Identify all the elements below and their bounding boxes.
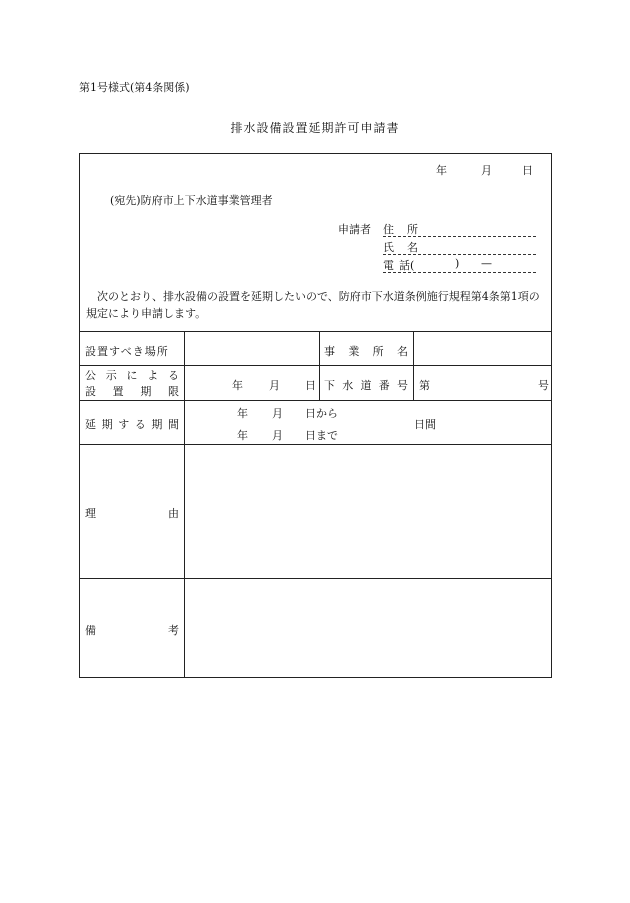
name-label-1: 氏 [383,241,394,254]
date-day-label: 日 [522,164,533,177]
form-number: 第1号様式(第4条関係) [79,81,190,94]
period-label-char: 間 [167,418,179,431]
office-label-char: 名 [396,345,408,358]
sewer-no-label-char: 水 [342,379,354,392]
reason-label-char: 理 [85,507,96,520]
sewer-no-label-char: 番 [378,379,390,392]
sewer-no-label-char: 下 [324,379,335,392]
deadline-label-char: 限 [167,385,179,398]
deadline-day-label: 日 [305,379,316,392]
place-label: 設置すべき場所 [85,345,169,358]
sewer-no-suffix: 号 [538,379,549,392]
addressee: (宛先)防府市上下水道事業管理者 [110,194,273,207]
applicant-phone-row [338,257,538,273]
name-field[interactable] [383,239,536,255]
period-label-char: 延 [85,418,96,431]
deadline-label-char: よ [147,369,159,382]
applicant-name-row [338,239,538,255]
address-label-1: 住 [383,223,394,236]
place-input[interactable] [185,332,318,365]
period-to-day: 日まで [305,429,338,442]
period-to-month: 月 [272,429,283,442]
remarks-label-char: 考 [168,624,179,637]
statement-text: 次のとおり、排水設備の設置を延期したいので、防府市下水道条例施行規程第4条第1項の規定により申請します。 [86,290,540,320]
period-label-char: る [134,418,146,431]
deadline-year-label: 年 [232,379,243,392]
office-label-char: 事 [324,345,335,358]
deadline-label-char: 示 [105,369,117,382]
sewer-no-label-char: 道 [360,379,372,392]
deadline-label-line1 [85,367,179,383]
office-input[interactable] [414,332,551,365]
period-from-year: 年 [237,407,248,420]
deadline-label-char: 公 [85,369,96,382]
application-form [79,153,552,678]
reason-label [85,505,179,521]
deadline-month-label: 月 [269,379,280,392]
period-from-month: 月 [272,407,283,420]
address-field[interactable] [383,221,536,237]
deadline-label-char: 期 [140,385,152,398]
phone-paren-close: ) [455,257,460,270]
sewer-no-label [324,377,408,393]
sewer-no-label-char: 号 [397,379,408,392]
deadline-label-char: に [126,369,138,382]
address-label-2: 所 [407,223,418,236]
applicant-address-row [338,221,538,237]
phone-label-2: 話( [399,259,415,272]
office-label [324,343,408,359]
office-label-char: 所 [372,345,384,358]
phone-dash: — [481,257,492,270]
office-label-char: 業 [348,345,360,358]
period-label [85,416,179,432]
deadline-label-char: 置 [112,385,124,398]
period-days-label: 日間 [414,418,436,431]
sewer-no-prefix: 第 [419,379,430,392]
period-input[interactable] [185,401,550,444]
deadline-label-char: る [168,369,179,382]
deadline-label-line2 [85,383,179,399]
date-line[interactable] [436,162,533,178]
document-title: 排水設備設置延期許可申請書 [230,121,400,135]
name-label-2: 名 [407,241,418,254]
applicant-heading: 申請者 [338,223,371,236]
phone-label-1: 電 [383,259,394,272]
deadline-input[interactable] [185,366,318,399]
remarks-input[interactable] [185,579,550,677]
period-label-char: す [118,418,130,431]
remarks-label-char: 備 [85,624,96,637]
date-year-label: 年 [436,164,447,177]
reason-input[interactable] [185,445,550,577]
phone-field[interactable] [383,257,536,273]
deadline-label-char: 設 [85,385,96,398]
rule-v [319,331,320,400]
date-month-label: 月 [481,164,492,177]
period-label-char: 期 [101,418,113,431]
reason-label-char: 由 [168,507,179,520]
remarks-label [85,622,179,638]
period-label-char: 期 [151,418,163,431]
sewer-no-input[interactable] [414,366,551,399]
period-to-year: 年 [237,429,248,442]
period-from-day: 日から [305,407,338,420]
